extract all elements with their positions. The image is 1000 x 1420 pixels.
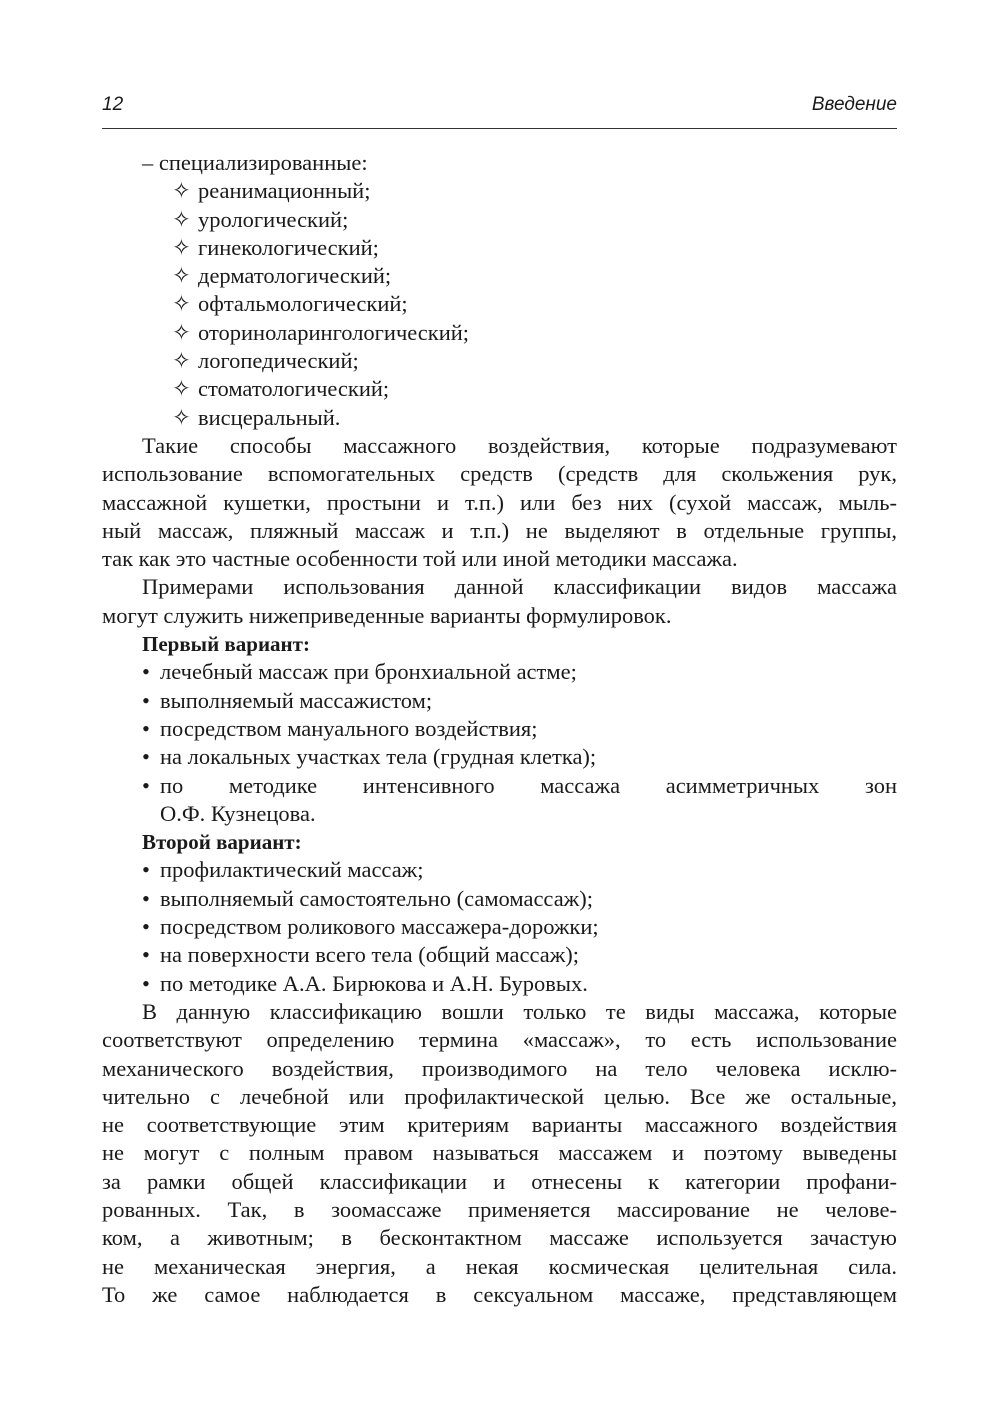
text-line: за рамки общей классификации и отнесены к категории профани- [102, 1168, 897, 1194]
diamond-bullet-icon: ✧ [172, 291, 191, 317]
text-line: рованных. Так, в зоомассаже применяется массирование не челове- [102, 1196, 897, 1222]
variant2-list [102, 856, 897, 997]
paragraph-classification [102, 998, 897, 1309]
specialized-list [102, 177, 897, 432]
page-number: 12 [102, 94, 124, 115]
text-line: ный массаж, пляжный массаж и т.п.) не выделяют в отдельные группы, [102, 517, 897, 543]
text-line: использование вспомогательных средств (средств для скольжения рук, [102, 461, 897, 487]
diamond-bullet-icon: ✧ [172, 234, 191, 260]
diamond-bullet-icon: ✧ [172, 404, 191, 430]
paragraph-methods [102, 432, 897, 573]
bullet-icon: • [142, 659, 150, 685]
text-line: могут служить нижеприведенные варианты формулировок. [102, 602, 672, 628]
list-item: • выполняемый массажистом; [102, 687, 897, 715]
text-line: не соответствующие этим критериям варианты массажного воздействия [102, 1112, 897, 1138]
text-line: чительно с лечебной или профилактической целью. Все же остальные, [102, 1083, 897, 1109]
list-intro: – специализированные: [142, 150, 368, 175]
diamond-bullet-icon: ✧ [172, 348, 191, 374]
paragraph-examples [102, 573, 897, 630]
text-line: ком, а животным; в бесконтактном массаже используется зачастую [102, 1225, 897, 1251]
list-item: • профилактический массаж; [102, 856, 897, 884]
text-line: Примерами использования данной классификации видов массажа [142, 574, 897, 600]
variant1-heading: Первый вариант: [142, 632, 310, 657]
text-line: так как это частные особенности той или иной методики массажа. [102, 546, 738, 572]
list-item: ✧ логопедический; [102, 347, 897, 375]
list-item: ✧ урологический; [102, 206, 897, 234]
running-header [102, 94, 897, 129]
text-line: В данную классификацию вошли только те виды массажа, которые [142, 998, 897, 1024]
text-line: соответствуют определению термина «массаж», то есть использование [102, 1027, 897, 1053]
list-item: ✧ реанимационный; [102, 177, 897, 205]
list-item: ✧ офтальмологический; [102, 290, 897, 318]
list-item: • выполняемый самостоятельно (самомассаж); [102, 885, 897, 913]
variant1-list [102, 658, 897, 828]
list-item: • посредством роликового массажера-дорожки; [102, 913, 897, 941]
list-item: ✧ висцеральный. [102, 404, 897, 432]
list-item-continuation: О.Ф. Кузнецова. [160, 800, 316, 826]
bullet-icon: • [142, 970, 150, 996]
diamond-bullet-icon: ✧ [172, 263, 191, 289]
list-item: ✧ дерматологический; [102, 262, 897, 290]
list-item: • лечебный массаж при бронхиальной астме; [102, 658, 897, 686]
list-item: • на поверхности всего тела (общий массаж); [102, 941, 897, 969]
bullet-icon: • [142, 914, 150, 940]
diamond-bullet-icon: ✧ [172, 206, 191, 232]
bullet-icon: • [142, 744, 150, 770]
text-line: не механическая энергия, а некая космическая целительная сила. [102, 1253, 897, 1279]
diamond-bullet-icon: ✧ [172, 376, 191, 402]
bullet-icon: • [142, 885, 150, 911]
list-item: • посредством мануального воздействия; [102, 715, 897, 743]
text-line: массажной кушетки, простыни и т.п.) или без них (сухой массаж, мыль- [102, 489, 897, 515]
text-line: не могут с полным правом называться массажем и поэтому выведены [102, 1140, 897, 1166]
text-line: Такие способы массажного воздействия, которые подразумевают [142, 432, 897, 458]
list-item: • по методике А.А. Бирюкова и А.Н. Буровых. [102, 970, 897, 998]
bullet-icon: • [142, 772, 150, 798]
diamond-bullet-icon: ✧ [172, 319, 191, 345]
list-item: • по методике интенсивного массажа асимметричных зон [102, 772, 897, 800]
list-item: • на локальных участках тела (грудная клетка); [102, 743, 897, 771]
text-line: механического воздействия, производимого на тело человека исклю- [102, 1055, 897, 1081]
text-line: То же самое наблюдается в сексуальном массаже, представляющем [102, 1281, 897, 1307]
bullet-icon: • [142, 942, 150, 968]
list-item: ✧ оториноларингологический; [102, 319, 897, 347]
bullet-icon: • [142, 687, 150, 713]
list-item: ✧ гинекологический; [102, 234, 897, 262]
diamond-bullet-icon: ✧ [172, 178, 191, 204]
bullet-icon: • [142, 715, 150, 741]
variant2-heading: Второй вариант: [142, 830, 302, 855]
section-title: Введение [811, 94, 897, 115]
bullet-icon: • [142, 857, 150, 883]
list-item: ✧ стоматологический; [102, 375, 897, 403]
body-text [102, 149, 897, 1309]
